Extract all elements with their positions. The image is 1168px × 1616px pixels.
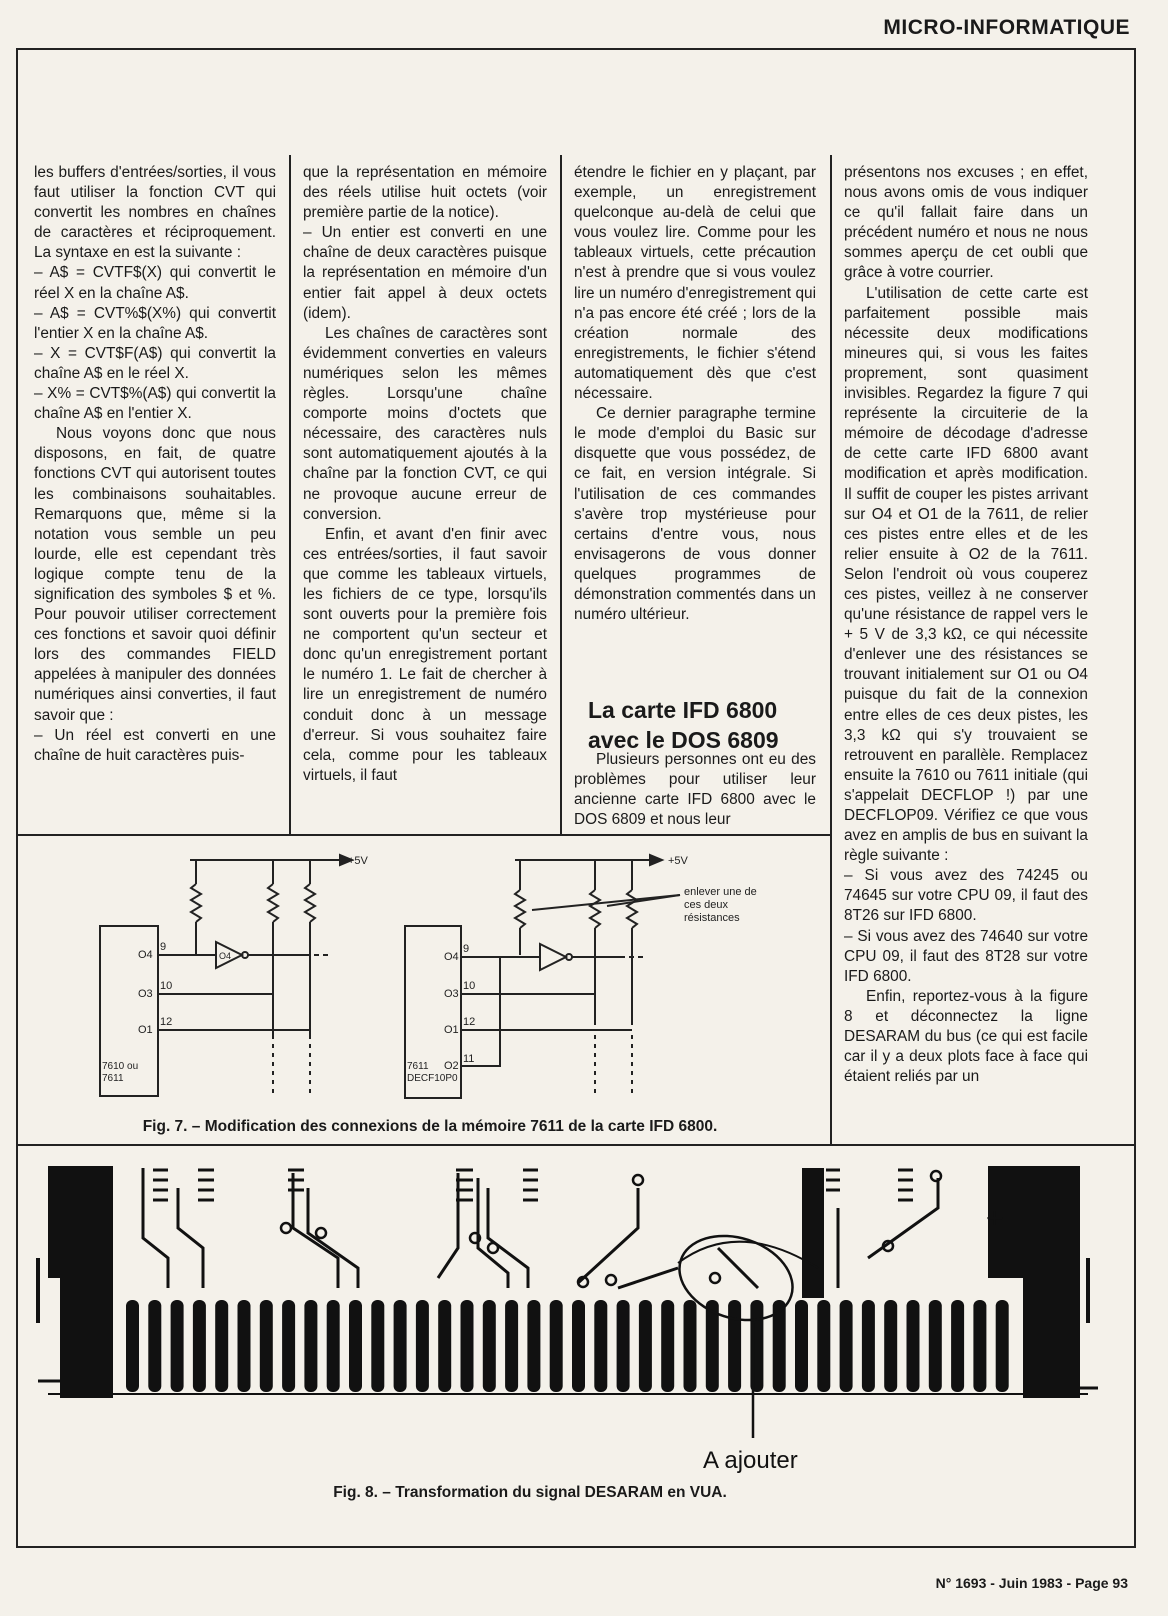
chip-label: 7611 — [102, 1073, 124, 1084]
fig8-caption: Fig. 8. – Transformation du signal DESARAM en VUA. — [333, 1484, 727, 1501]
pin-number: 9 — [463, 943, 470, 955]
connector-finger — [171, 1300, 184, 1392]
pin-label: O4 — [138, 949, 153, 961]
connector-finger — [951, 1300, 964, 1392]
connector-finger — [126, 1300, 139, 1392]
fig8-pcb-drawing — [18, 1148, 1134, 1488]
paragraph: – A$ = CVTF$(X) qui convertit le réel X en la chaîne A$. — [34, 264, 276, 302]
paragraph: Plusieurs personnes ont eu des problèmes pour utiliser leur ancienne carte IFD 6800 avec le DOS 6809 et nous leur — [574, 751, 816, 829]
pin-number: 12 — [160, 1016, 173, 1028]
connector-finger — [639, 1300, 652, 1392]
paragraph: étendre le fichier en y plaçant, par exemple, un enregistrement quelconque au-delà de celui que vous voulez lire. Comme pour les tableaux virtuels, cette précaution n'est à prendre que si vous voulez lire un numéro d'enregistrement qui n'a pas encore été créé ; lors de la création normale des enregistrements, le fichier s'étend automatiquement dès que c'est nécessaire. — [574, 164, 816, 403]
text-column-3 — [574, 163, 816, 625]
paragraph: L'utilisation de cette carte est parfaitement possible mais nécessite deux modifications mineures qui, si vous les faites proprement, sont quasiment invisibles. Regardez la figure 7 qui représente la circuiterie de la mémoire de décodage d'adresse de cette carte IFD 6800 avant modification et après modification. Il suffit de couper les pistes arrivant sur O4 et O1 de la 7611, de relier ces pistes entre elles et de les relier ensuite à O2 de la 7611. Selon l'endroit où vous couperez ces pistes, veillez à ne conserver qu'une résistance de rappel vers le + 5 V de 3,3 kΩ, ce qui nécessite d'enlever une des résistances se trouvant initialement sur O1 ou O4 puisque du fait de la connexion entre elles de ces deux pistes, les 3,3 kΩ qui s'y trouvaient se retrouvent en parallèle. Remplacez ensuite la 7610 ou 7611 initiale (qui s'appelait DECFLOP !) par une DECFLOP09. Vérifiez ce que vous avez en amplis de bus en suivant la règle suivante : — [844, 284, 1088, 865]
paragraph: Nous voyons donc que nous disposons, en fait, de quatre fonctions CVT qui autorisent toutes les combinaisons souhaitables. Remarquons que, même si la notation vous semble un peu lourde, elle est cependant très logique compte tenu de la signification des symboles $ et %. Pour pouvoir utiliser correctement ces fonctions et savoir quoi définir lors des commandes FIELD appelées à manipuler des données numériques ainsi converties, il faut savoir que : — [34, 425, 276, 724]
connector-finger — [817, 1300, 830, 1392]
paragraph: Ce dernier paragraphe termine le mode d'emploi du Basic sur disquette que vous possédez, de ce fait, en version intégrale. Si l'utilisation de ces commandes s'avère trop mystérieuse pour certains d'entre vous, nous envisagerons de vous donner quelques programmes de démonstration commentés dans un numéro ultérieur. — [574, 405, 816, 624]
paragraph: – Un entier est converti en une chaîne de deux caractères puisque la représentation en mémoire d'un entier fait appel à deux octets (idem). — [303, 224, 547, 322]
connector-finger — [505, 1300, 518, 1392]
fig7-top-rule — [16, 834, 831, 836]
text-column-1 — [34, 163, 276, 766]
paragraph: Les chaînes de caractères sont évidemment converties en valeurs numériques selon les mêmes règles. Lorsqu'une chaîne comporte moins d'octets que nécessaire, des caractères nuls sont automatiquement ajoutés à la chaîne par la fonction CVT, ce qui ne provoque aucune erreur de conversion. — [303, 324, 547, 523]
fig7-supply-label-left: +5V — [348, 855, 368, 867]
connector-finger — [438, 1300, 451, 1392]
pin-label: O3 — [138, 988, 153, 1000]
connector-finger — [594, 1300, 607, 1392]
connector-finger — [327, 1300, 340, 1392]
column-rule-1 — [289, 155, 291, 835]
connector-finger — [996, 1300, 1009, 1392]
paragraph: – Si vous avez des 74245 ou 74645 sur votre CPU 09, il faut des 8T26 sur IFD 6800. — [844, 867, 1088, 925]
page-footer: N° 1693 - Juin 1983 - Page 93 — [935, 1575, 1128, 1591]
connector-finger — [215, 1300, 228, 1392]
pin-label: O4 — [444, 951, 459, 963]
pin-label: O3 — [444, 988, 459, 1000]
column-rule-3 — [830, 155, 832, 1145]
connector-finger — [795, 1300, 808, 1392]
fig7-annotation: résistances — [684, 912, 740, 924]
article-heading: La carte IFD 6800 avec le DOS 6809 — [588, 697, 779, 753]
chip-label: 7610 ou — [102, 1061, 139, 1072]
gate-label: O4 — [219, 951, 232, 961]
connector-finger — [973, 1300, 986, 1392]
paragraph: Enfin, reportez-vous à la figure 8 et déconnectez la ligne DESARAM du bus (ce qui est facile car il y a deux plots face à face qui étaient reliés par un — [844, 987, 1088, 1086]
connector-finger — [862, 1300, 875, 1392]
chip-label: DECF10P0 — [407, 1073, 458, 1084]
connector-finger — [238, 1300, 251, 1392]
connector-finger — [929, 1300, 942, 1392]
chip-label: 7611 — [407, 1061, 429, 1072]
fig7-caption: Fig. 7. – Modification des connexions de la mémoire 7611 de la carte IFD 6800. — [142, 1118, 718, 1135]
paragraph: – Un réel est converti en une chaîne de huit caractères puis- — [34, 726, 276, 764]
connector-finger — [527, 1300, 540, 1392]
connector-finger — [349, 1300, 362, 1392]
fig7-annotation: ces deux — [684, 899, 729, 911]
connector-finger — [884, 1300, 897, 1392]
pin-number: 12 — [463, 1016, 476, 1028]
connector-finger — [461, 1300, 474, 1392]
paragraph: – X% = CVT$%(A$) qui convertit la chaîne A$ en l'entier X. — [34, 385, 276, 423]
connector-finger — [260, 1300, 273, 1392]
connector-finger — [907, 1300, 920, 1392]
fig7-supply-label-right: +5V — [668, 855, 688, 867]
pin-number: 11 — [463, 1053, 475, 1065]
pin-number: 10 — [160, 980, 173, 992]
connector-finger — [617, 1300, 630, 1392]
paragraph: présentons nos excuses ; en effet, nous avons omis de vous indiquer ce qu'il fallait faire dans un précédent numéro et nous ne nous sommes aperçu de cet oubli que grâce à votre courrier. — [844, 164, 1088, 282]
connector-finger — [282, 1300, 295, 1392]
connector-finger — [840, 1300, 853, 1392]
text-column-4 — [844, 163, 1088, 1087]
connector-finger — [550, 1300, 563, 1392]
paragraph: les buffers d'entrées/sorties, il vous faut utiliser la fonction CVT qui convertit les nombres en chaînes de caractères et réciproquement. La syntaxe en est la suivante : — [34, 164, 276, 262]
connector-finger — [728, 1300, 741, 1392]
fig8-top-rule — [16, 1144, 1136, 1146]
text-column-3-continued — [574, 750, 816, 830]
paragraph: Enfin, et avant d'en finir avec ces entrées/sorties, il faut savoir que comme les tableaux virtuels, les fichiers de ce type, lorsqu'ils sont ouverts pour la première fois ne comportent qu'un secteur et donc qu'un enregistrement portant le numéro 1. Le fait de chercher à lire un enregistrement de numéro conduit donc à un message d'erreur. Si vous souhaitez faire cela, comme pour les tableaux virtuels, il faut — [303, 525, 547, 784]
fig8-plus-sign: + — [986, 1202, 1004, 1235]
paragraph: que la représentation en mémoire des réels utilise huit octets (voir première partie de la notice). — [303, 164, 547, 222]
connector-finger — [572, 1300, 585, 1392]
paragraph: – X = CVT$F(A$) qui convertit la chaîne A$ en le réel X. — [34, 344, 276, 382]
connector-finger — [483, 1300, 496, 1392]
connector-finger — [148, 1300, 161, 1392]
pin-label: O1 — [444, 1024, 459, 1036]
paragraph: – Si vous avez des 74640 sur votre CPU 09, il faut des 8T28 sur votre IFD 6800. — [844, 927, 1088, 985]
pin-number: 10 — [463, 980, 476, 992]
section-title: MICRO-INFORMATIQUE — [883, 16, 1130, 39]
fig7-schematic — [90, 840, 820, 1110]
connector-finger — [193, 1300, 206, 1392]
paragraph: – A$ = CVT%$(X%) qui convertit l'entier X en la chaîne A$. — [34, 304, 276, 342]
fig8-annotation: A ajouter — [703, 1447, 798, 1474]
connector-finger — [416, 1300, 429, 1392]
connector-finger — [371, 1300, 384, 1392]
connector-finger — [304, 1300, 317, 1392]
connector-finger — [661, 1300, 674, 1392]
column-rule-2 — [560, 155, 562, 835]
connector-finger — [394, 1300, 407, 1392]
fig7-annotation: enlever une de — [684, 886, 757, 898]
connector-finger — [684, 1300, 697, 1392]
text-column-2 — [303, 163, 547, 786]
pin-number: 9 — [160, 941, 167, 953]
pin-label: O2 — [444, 1060, 459, 1072]
pin-label: O1 — [138, 1024, 153, 1036]
